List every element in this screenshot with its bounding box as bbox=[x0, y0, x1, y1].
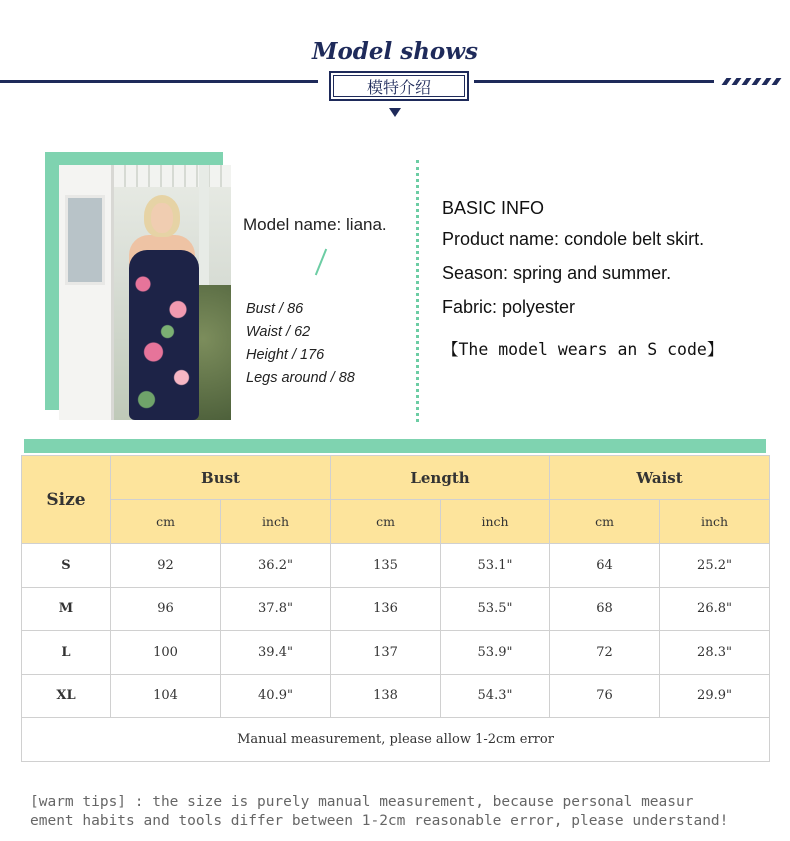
table-cell: 53.5" bbox=[441, 587, 550, 631]
slash-decoration bbox=[315, 249, 327, 276]
measurement-notice: Manual measurement, please allow 1-2cm error bbox=[22, 718, 770, 762]
table-cell: 68 bbox=[550, 587, 660, 631]
unit-header: cm bbox=[111, 500, 221, 544]
model-name-label: Model name: bbox=[243, 215, 342, 234]
table-cell: 72 bbox=[550, 631, 660, 675]
table-cell: 53.9" bbox=[441, 631, 550, 675]
size-label: XL bbox=[22, 674, 111, 718]
notice-row bbox=[22, 718, 770, 762]
table-cell: 136 bbox=[331, 587, 441, 631]
product-name: Product name: condole belt skirt. bbox=[442, 229, 705, 249]
table-cell: 100 bbox=[111, 631, 221, 675]
section-subtitle: 模特介绍 bbox=[333, 75, 465, 97]
stat-bust: Bust / 86 bbox=[246, 301, 304, 317]
table-cell: 92 bbox=[111, 544, 221, 588]
table-cell: 25.2" bbox=[660, 544, 770, 588]
size-chart-table bbox=[21, 455, 770, 762]
table-row bbox=[22, 587, 770, 631]
header-stripes-decoration bbox=[716, 78, 790, 85]
table-cell: 96 bbox=[111, 587, 221, 631]
table-cell: 64 bbox=[550, 544, 660, 588]
model-size-note: 【The model wears an S code】 bbox=[442, 340, 724, 359]
model-name bbox=[243, 215, 387, 235]
section-title: Model shows bbox=[311, 38, 479, 65]
stat-waist: Waist / 62 bbox=[246, 324, 311, 340]
model-name-value: liana. bbox=[346, 215, 387, 234]
basic-info bbox=[442, 195, 782, 360]
table-cell: 53.1" bbox=[441, 544, 550, 588]
unit-header: inch bbox=[660, 500, 770, 544]
table-cell: 39.4" bbox=[221, 631, 331, 675]
table-top-bar bbox=[24, 439, 766, 453]
unit-header: cm bbox=[550, 500, 660, 544]
model-stats bbox=[246, 298, 355, 390]
warm-tips-line-1: [warm tips] : the size is purely manual measurement, because personal measur bbox=[30, 794, 694, 810]
size-label: M bbox=[22, 587, 111, 631]
table-cell: 26.8" bbox=[660, 587, 770, 631]
bust-header: Bust bbox=[111, 456, 331, 500]
table-cell: 29.9" bbox=[660, 674, 770, 718]
basic-info-title: BASIC INFO bbox=[442, 198, 545, 218]
table-cell: 137 bbox=[331, 631, 441, 675]
unit-header: inch bbox=[221, 500, 331, 544]
table-cell: 76 bbox=[550, 674, 660, 718]
dotted-divider bbox=[416, 160, 419, 422]
table-row bbox=[22, 631, 770, 675]
table-cell: 104 bbox=[111, 674, 221, 718]
warm-tips-line-2: ement habits and tools differ between 1-2cm reasonable error, please understand! bbox=[30, 813, 729, 829]
table-cell: 36.2" bbox=[221, 544, 331, 588]
table-cell: 40.9" bbox=[221, 674, 331, 718]
table-cell: 135 bbox=[331, 544, 441, 588]
waist-header: Waist bbox=[550, 456, 770, 500]
length-header: Length bbox=[331, 456, 550, 500]
stat-legs-around: Legs around / 88 bbox=[246, 370, 355, 386]
stat-height: Height / 176 bbox=[246, 347, 325, 363]
unit-header: cm bbox=[331, 500, 441, 544]
table-row bbox=[22, 544, 770, 588]
table-cell: 138 bbox=[331, 674, 441, 718]
size-label: S bbox=[22, 544, 111, 588]
size-label: L bbox=[22, 631, 111, 675]
table-cell: 37.8" bbox=[221, 587, 331, 631]
header-rule-right bbox=[474, 80, 714, 83]
model-photo bbox=[59, 165, 231, 420]
header-rule-left bbox=[0, 80, 318, 83]
table-row bbox=[22, 674, 770, 718]
table-cell: 28.3" bbox=[660, 631, 770, 675]
warm-tips bbox=[30, 793, 770, 831]
table-cell: 54.3" bbox=[441, 674, 550, 718]
season: Season: spring and summer. bbox=[442, 263, 672, 283]
size-header: Size bbox=[22, 456, 111, 544]
triangle-down-icon bbox=[389, 108, 401, 117]
fabric: Fabric: polyester bbox=[442, 297, 576, 317]
section-subtitle-box bbox=[329, 71, 469, 101]
unit-header: inch bbox=[441, 500, 550, 544]
